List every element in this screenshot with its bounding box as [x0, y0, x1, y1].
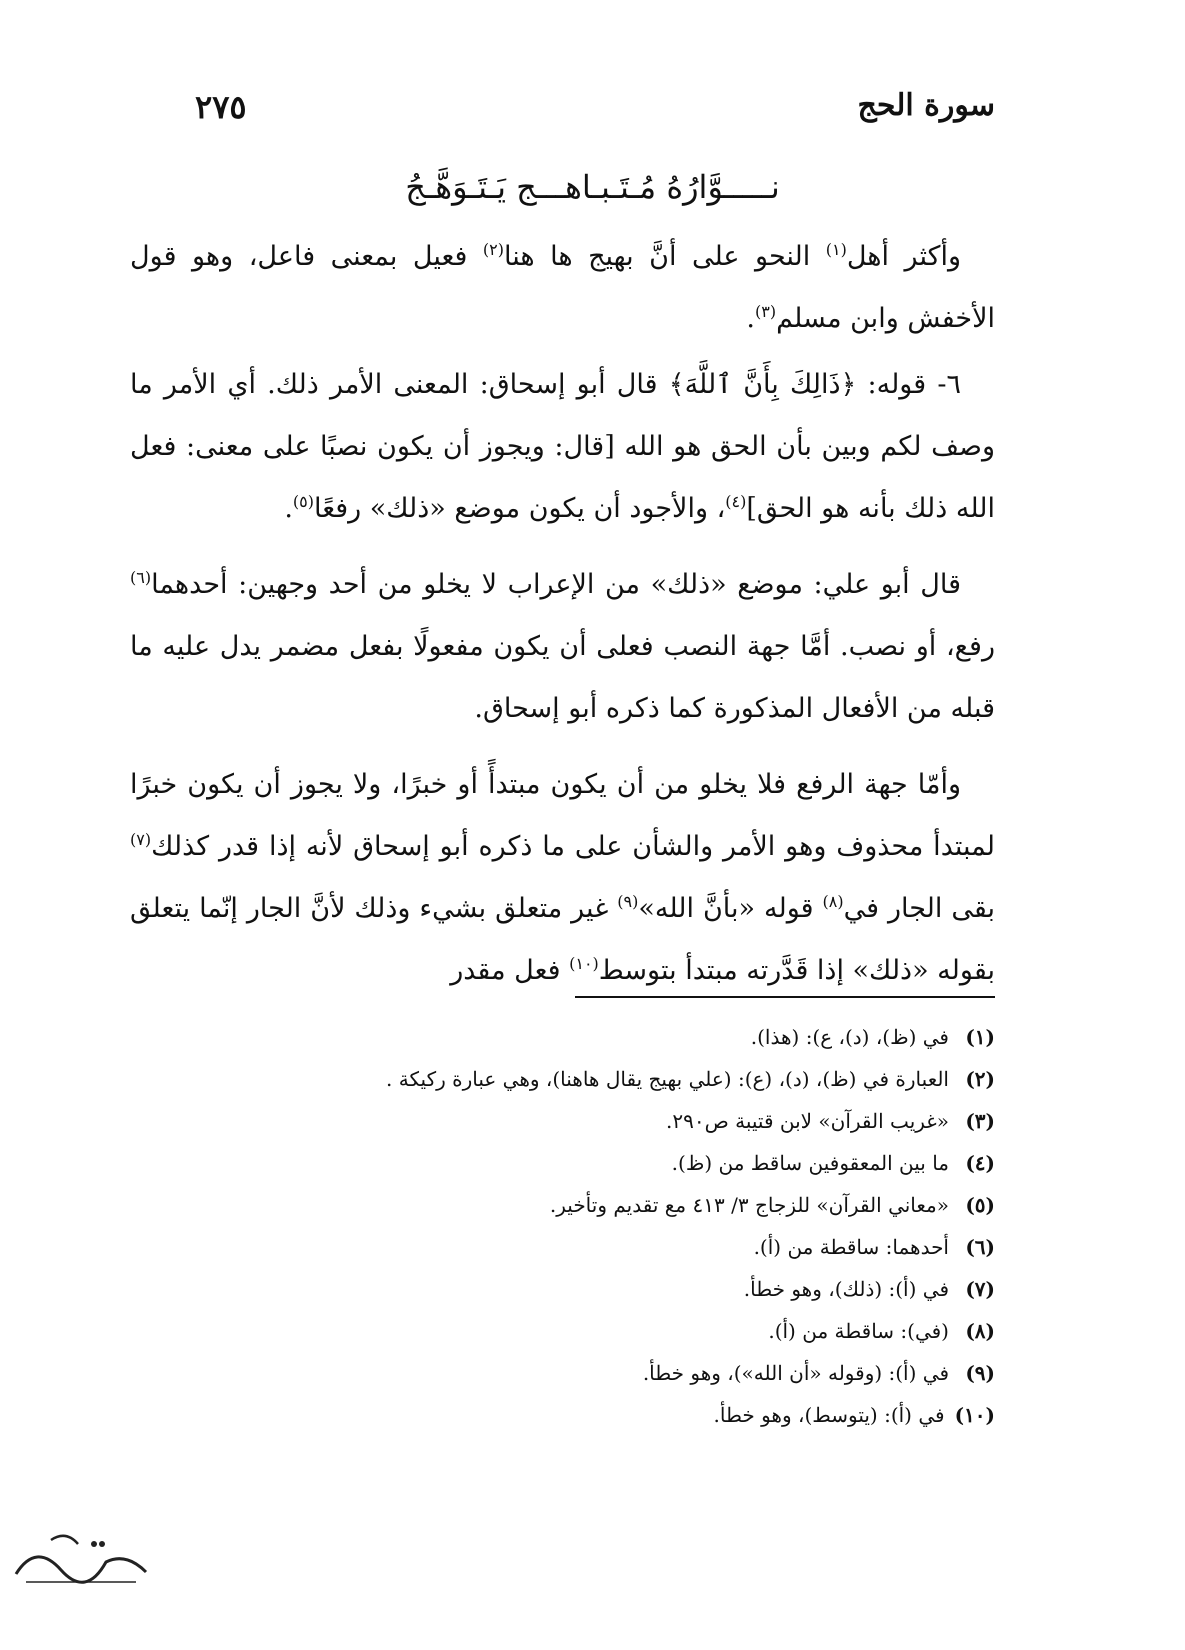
footnote-number: (٨)	[965, 1319, 995, 1343]
paragraph-gap	[130, 540, 995, 554]
footnote-text: «غريب القرآن» لابن قتيبة ص٢٩٠.	[665, 1109, 949, 1133]
text-run: فعيل بمعنى فاعل، وهو قول الأخفش وابن مسلم	[130, 241, 995, 334]
calligraphy-logo-icon	[6, 1522, 156, 1592]
poetry-verse: نـــــوَّارُهُ مُـتَـبـاهـــج يَـتَـوَهَّـجُ	[405, 168, 780, 206]
footnote-item	[130, 1310, 995, 1352]
text-run: النحو على أنَّ بهيج ها هنا	[504, 241, 826, 272]
footnote-number: (١)	[965, 1025, 995, 1049]
footnote-text: العبارة في (ظ)، (د)، (ع): (علي بهيج يقال هاهنا)، وهي عبارة ركيكة .	[386, 1067, 949, 1091]
paragraph	[130, 554, 995, 740]
footnote-marker: (١)	[825, 240, 847, 259]
footnote-number: (٤)	[965, 1151, 995, 1175]
text-run: بقى الجار في	[843, 893, 996, 924]
footnote-text: في (أ): (يتوسط)، وهو خطأ.	[713, 1403, 945, 1427]
footnote-text: (في): ساقطة من (أ).	[768, 1319, 949, 1343]
footnote-item	[130, 1058, 995, 1100]
page-number: ٢٧٥	[195, 88, 247, 126]
running-title: سورة الحج	[857, 88, 995, 123]
footnote-item	[130, 1142, 995, 1184]
paragraph	[130, 354, 995, 540]
footnote-text: «معاني القرآن» للزجاج ٣/ ٤١٣ مع تقديم وتأخير.	[549, 1193, 949, 1217]
text-run: ، والأجود أن يكون موضع «ذلك» رفعًا	[314, 493, 726, 524]
footnote-item	[130, 1184, 995, 1226]
footnote-number: (٧)	[965, 1277, 995, 1301]
paragraph-gap	[130, 740, 995, 754]
footnote-marker: (٣)	[755, 302, 777, 321]
footnote-marker: (٩)	[617, 892, 639, 911]
text-run: رفع، أو نصب. أمَّا جهة النصب فعلى أن يكون مفعولًا بفعل مضمر يدل عليه ما قبله من الأفعال المذكورة كما ذكره أبو إسحاق.	[130, 631, 995, 724]
footnote-marker: (٥)	[292, 492, 314, 511]
footnote-item	[130, 1352, 995, 1394]
footnote-text: في (ظ)، (د)، ع): (هذا).	[750, 1025, 949, 1049]
paragraph	[130, 226, 995, 350]
footnote-marker: (١٠)	[569, 954, 599, 973]
page-header	[195, 88, 995, 138]
footnote-number: (٥)	[965, 1193, 995, 1217]
text-run: .	[746, 303, 755, 334]
text-run: وأكثر أهل	[846, 241, 961, 272]
footnote-number: (٦)	[965, 1235, 995, 1259]
footnote-item	[130, 1268, 995, 1310]
footnote-text: في (أ): (ذلك)، وهو خطأ.	[743, 1277, 949, 1301]
paragraph	[130, 754, 995, 1002]
footnote-item	[130, 1226, 995, 1268]
footnote-text: أحدهما: ساقطة من (أ).	[753, 1235, 949, 1259]
footnote-item	[130, 1394, 995, 1436]
footnote-marker: (٦)	[130, 568, 152, 587]
text-run: .	[284, 493, 293, 524]
text-run: فعل مقدر	[450, 955, 570, 986]
footnote-number: (٣)	[965, 1109, 995, 1133]
main-text	[130, 226, 995, 1002]
text-run: غير متعلق بشيء وذلك لأنَّ الجار إنّما يتعلق بقوله «ذلك» إذا قَدَّرته مبتدأ بتوسط	[130, 893, 995, 986]
footnote-marker: (٧)	[130, 830, 152, 849]
footnote-text: في (أ): (وقوله «أن الله»)، وهو خطأ.	[642, 1361, 949, 1385]
watermark-logo	[6, 1522, 156, 1592]
footnote-number: (٢)	[965, 1067, 995, 1091]
footnote-marker: (٤)	[725, 492, 747, 511]
footnote-text: ما بين المعقوفين ساقط من (ظ).	[671, 1151, 949, 1175]
text-run: ٦- قوله: ﴿ذَالِكَ بِأَنَّ ٱللَّهَ﴾ قال أبو إسحاق: المعنى الأمر ذلك. أي الأمر ما وصف لكم وبين بأن الحق هو الله [قال: ويجوز أن يكون نصبًا على معنى: فعل الله ذلك بأنه هو الحق]	[130, 369, 995, 524]
footnote-number: (٩)	[965, 1361, 995, 1385]
footnote-number: (١٠)	[954, 1403, 995, 1427]
footnote-item	[130, 1016, 995, 1058]
footnotes	[130, 1016, 995, 1436]
footnote-marker: (٢)	[482, 240, 505, 259]
footnote-item	[130, 1100, 995, 1142]
text-run: قال أبو علي: موضع «ذلك» من الإعراب لا يخلو من أحد وجهين: أحدهما	[151, 569, 961, 600]
text-run: وأمّا جهة الرفع فلا يخلو من أن يكون مبتدأً أو خبرًا، ولا يجوز أن يكون خبرًا لمبتدأ محذوف وهو الأمر والشأن على ما ذكره أبو إسحاق لأنه إذا قدر كذلك	[130, 769, 995, 862]
footnote-separator	[575, 996, 995, 998]
text-run: قوله «بأنَّ الله»	[638, 893, 823, 924]
footnote-marker: (٨)	[822, 892, 844, 911]
